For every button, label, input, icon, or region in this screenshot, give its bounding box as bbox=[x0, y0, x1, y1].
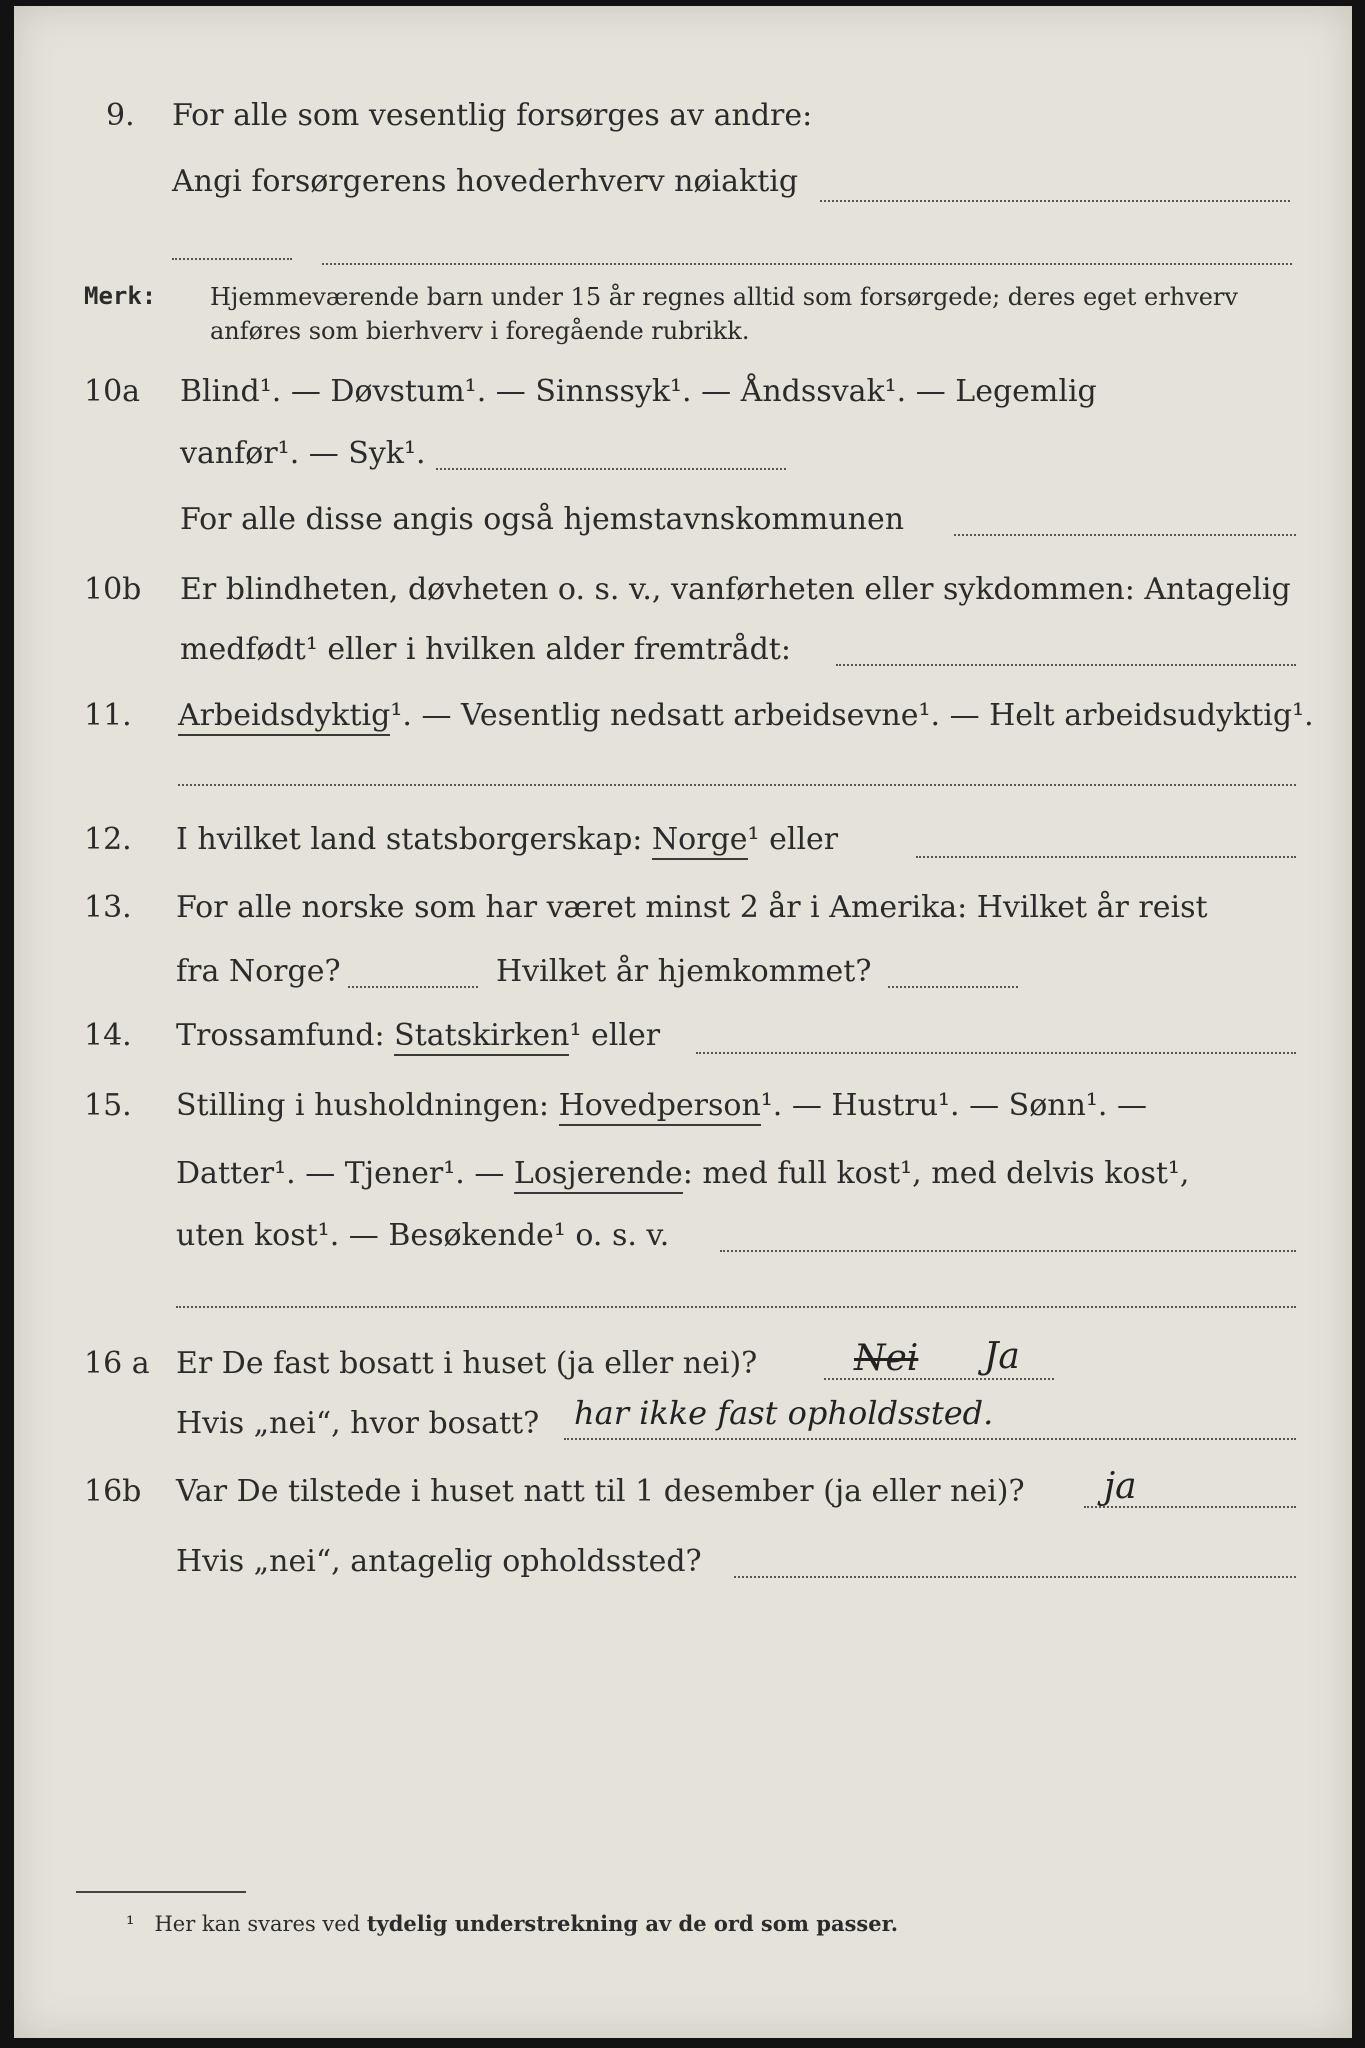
q9-line1: For alle som vesentlig forsørges av andre: bbox=[172, 98, 813, 133]
q11-extra-line bbox=[178, 784, 1296, 786]
q16b-line1: Var De tilstede i huset natt til 1 desember (ja eller nei)? bbox=[176, 1474, 1025, 1509]
q15-extra-line bbox=[176, 1306, 1296, 1308]
q14-underlined-answer: Statskirken bbox=[394, 1018, 569, 1056]
q16a-answer-line2 bbox=[564, 1438, 1296, 1440]
q14-text: Trossamfund: bbox=[176, 1018, 395, 1053]
footnote-text-b: tydelig understrekning av de ord som passer. bbox=[366, 1911, 899, 1936]
q15-number: 15. bbox=[84, 1088, 132, 1123]
q13-answer-line2 bbox=[888, 986, 1018, 988]
q15-line2 bbox=[176, 1156, 1189, 1192]
q15-underlined-losjerende: Losjerende bbox=[514, 1156, 683, 1194]
q10a-answer-line1 bbox=[436, 468, 786, 470]
q16a-handwritten-residence: har ikke fast opholdssted. bbox=[574, 1394, 994, 1432]
q15-line1 bbox=[176, 1088, 1147, 1124]
q13-line2b: Hvilket år hjemkommet? bbox=[496, 954, 872, 989]
q16a-number: 16 a bbox=[84, 1346, 150, 1381]
q12-line bbox=[176, 822, 838, 858]
merk-line2: anføres som bierhverv i foregående rubrikk. bbox=[210, 317, 750, 345]
q14-line bbox=[176, 1018, 660, 1054]
q9-number: 9. bbox=[106, 98, 135, 133]
q12-rest: ¹ eller bbox=[747, 822, 839, 857]
q14-answer-line bbox=[696, 1052, 1296, 1054]
q14-rest: ¹ eller bbox=[569, 1018, 661, 1053]
q15-line1-text: Stilling i husholdningen: bbox=[176, 1088, 559, 1123]
q15-line2-text: Datter¹. — Tjener¹. — bbox=[176, 1156, 514, 1191]
footnote-marker: ¹ bbox=[126, 1912, 135, 1936]
q9-answer-line bbox=[820, 200, 1290, 202]
q11-line bbox=[178, 698, 1314, 734]
q10b-line1: Er blindheten, døvheten o. s. v., vanførheten eller sykdommen: Antagelig bbox=[180, 572, 1291, 607]
q11-underlined-answer: Arbeidsdyktig bbox=[178, 698, 390, 736]
q15-answer-line bbox=[720, 1250, 1296, 1252]
q12-answer-line bbox=[916, 856, 1296, 858]
q10b-answer-line bbox=[836, 664, 1296, 666]
q16a-struck-answer: Nei bbox=[854, 1338, 919, 1379]
q16b-answer-line2 bbox=[734, 1576, 1296, 1578]
q10a-line3: For alle disse angis også hjemstavnskommunen bbox=[180, 502, 905, 537]
q15-line2-rest: : med full kost¹, med delvis kost¹, bbox=[682, 1156, 1190, 1191]
q10a-number: 10a bbox=[84, 374, 141, 409]
q16b-line2: Hvis „nei“, antagelig opholdssted? bbox=[176, 1544, 702, 1579]
q16b-number: 16b bbox=[84, 1474, 142, 1509]
q16a-handwritten-answer: Ja bbox=[984, 1336, 1020, 1377]
q9-extra-line-a bbox=[172, 258, 292, 260]
q10a-answer-line2 bbox=[954, 534, 1296, 536]
q10a-line1: Blind¹. — Døvstum¹. — Sinnssyk¹. — Åndssvak¹. — Legemlig bbox=[180, 374, 1097, 409]
q14-number: 14. bbox=[84, 1018, 132, 1053]
q9-extra-line-b bbox=[322, 263, 1292, 265]
footnote-rule bbox=[76, 1891, 246, 1893]
q13-answer-line1 bbox=[348, 986, 478, 988]
q13-line2a: fra Norge? bbox=[176, 954, 341, 989]
q11-number: 11. bbox=[84, 698, 132, 733]
q16b-handwritten-answer: ja bbox=[1104, 1466, 1137, 1507]
q10b-line2: medfødt¹ eller i hvilken alder fremtrådt: bbox=[180, 632, 791, 667]
q12-underlined-answer: Norge bbox=[652, 822, 748, 860]
q10b-number: 10b bbox=[84, 572, 142, 607]
q10a-line2: vanfør¹. — Syk¹. bbox=[180, 436, 426, 471]
q15-line3: uten kost¹. — Besøkende¹ o. s. v. bbox=[176, 1218, 670, 1253]
q12-number: 12. bbox=[84, 822, 132, 857]
footnote bbox=[126, 1911, 898, 1936]
q11-rest: ¹. — Vesentlig nedsatt arbeidsevne¹. — Helt arbeidsudyktig¹. bbox=[390, 698, 1314, 733]
q9-line2: Angi forsørgerens hovederhverv nøiaktig bbox=[172, 164, 799, 199]
footnote-text-a: Her kan svares ved bbox=[154, 1912, 367, 1936]
q15-underlined-hovedperson: Hovedperson bbox=[559, 1088, 761, 1126]
q16a-line2: Hvis „nei“, hvor bosatt? bbox=[176, 1406, 540, 1441]
q16a-line1: Er De fast bosatt i huset (ja eller nei)? bbox=[176, 1346, 758, 1381]
q13-number: 13. bbox=[84, 890, 132, 925]
merk-label: Merk: bbox=[84, 282, 157, 310]
q13-line1: For alle norske som har været minst 2 år i Amerika: Hvilket år reist bbox=[176, 890, 1208, 925]
census-form-page bbox=[14, 6, 1352, 2038]
q15-line1-rest: ¹. — Hustru¹. — Sønn¹. — bbox=[760, 1088, 1148, 1123]
q12-text: I hvilket land statsborgerskap: bbox=[176, 822, 652, 857]
merk-line1: Hjemmeværende barn under 15 år regnes alltid som forsørgede; deres eget erhverv bbox=[210, 283, 1238, 311]
